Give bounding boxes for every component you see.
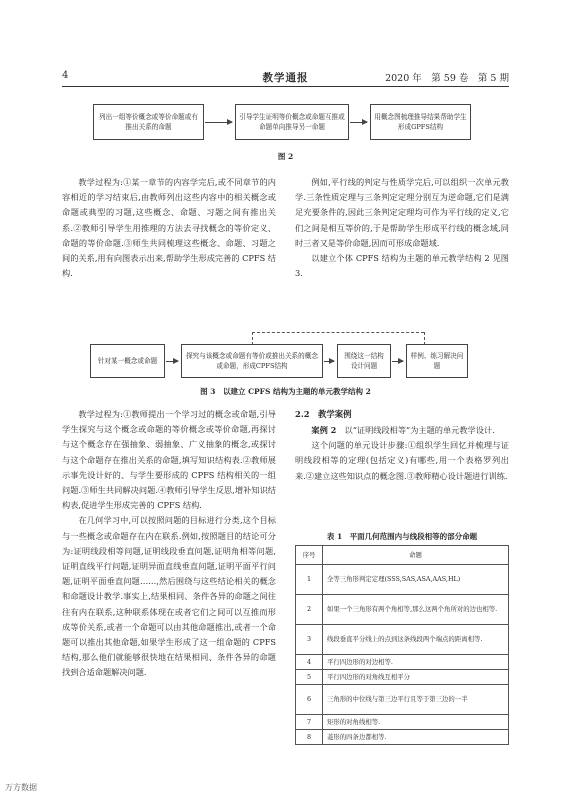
row-number: 2 xyxy=(296,595,323,625)
row-number: 1 xyxy=(296,565,323,595)
fig2-box-2: 引导学生证明等价概念或命题互推或命题单向推导另一命题 xyxy=(235,104,349,140)
row-text: 矩形的对角线相等. xyxy=(323,715,509,730)
figure-2-caption: 图 2 xyxy=(277,152,294,161)
row-number: 8 xyxy=(296,730,323,745)
table-row xyxy=(296,565,509,595)
fig3-arrow-1 xyxy=(166,361,178,362)
table-row xyxy=(296,685,509,715)
table-1 xyxy=(295,545,509,745)
row-number: 7 xyxy=(296,715,323,730)
case-text: 以“证明线段相等”为主题的单元教学设计. xyxy=(336,425,495,435)
right-column-text-1 xyxy=(295,175,509,281)
row-text: 三角形的中位线与第三边平行且等于第三边的一半 xyxy=(323,685,509,715)
row-text: 平行四边形的对角线互相平分 xyxy=(323,670,509,685)
row-number: 4 xyxy=(296,655,323,670)
fig2-arrow-2 xyxy=(350,122,367,123)
table-1-caption: 表 1 平面几何范围内与线段相等的部分命题 xyxy=(326,532,478,541)
row-text: 平行四边形的对边相等. xyxy=(323,655,509,670)
fig3-box-3: 围绕这一结构设计问题 xyxy=(337,344,391,378)
left-column-text-1 xyxy=(62,175,276,281)
footer-watermark: 万方数据 xyxy=(5,783,37,792)
paragraph: 教学过程为:①某一章节的内容学完后,或不同章节的内容相近的学习结束后,由教师列出这些内容中的相关概念或命题或典型的习题,这些概念、命题、习题之间有推出关系.②教师引导学生用推理的方法去寻找概念的等价定义、命题的等价命题.③师生共同梳理这些概念、命题、习题之间的关系,用有向图表示出来,帮助学生形成完善的 CPFS 结构. xyxy=(62,177,276,279)
fig2-box-3: 用概念图梳理推导结果帮助学生形成GPFS结构 xyxy=(370,104,471,140)
row-number: 6 xyxy=(296,685,323,715)
case-paragraph xyxy=(295,423,509,438)
fig3-feedback-line xyxy=(252,332,424,333)
paragraph: 在几何学习中,可以按照问题的目标进行分类,这个目标与一些概念或命题存在内在联系.例如,按照题目的结论可分为:证明线段相等问题,证明线段垂直问题,证明角相等问题,证明直线平行问题,证明异面直线垂直问题,证明平面平行问题,证明平面垂直问题……,然后围绕与这些结论相关的概念和命题设计教学.事实上,结果相同、条件各异的命题之间往往有内在联系,这种联系体现在或者它们之间可以互推而形成等价关系,或者一个命题可以由其他命题推出,或者一个命题可以推出其他命题,如果学生形成了这一组命题的 CPFS 结构,那么他们就能够很快地在结果相同、条件各异的命题找到合适命题解决问题. xyxy=(62,515,276,678)
header-rule xyxy=(62,86,509,87)
table-row xyxy=(296,595,509,625)
journal-title: 教学通报 xyxy=(262,72,309,84)
row-text: 全等三角形判定定理(SSS,SAS,ASA,AAS,HL) xyxy=(323,565,509,595)
page-header xyxy=(62,70,509,84)
table-row xyxy=(296,715,509,730)
fig3-arrow-3 xyxy=(392,361,403,362)
fig3-arrow-2 xyxy=(324,361,334,362)
row-text: 如果一个三角形有两个角相等,那么这两个角所对的边也相等. xyxy=(323,595,509,625)
fig3-box-4: 样例、练习解决问题 xyxy=(406,344,468,378)
fig3-box-1: 针对某一概念或命题 xyxy=(90,344,165,378)
header-cell: 命题 xyxy=(323,546,509,565)
right-column-text-2 xyxy=(295,423,509,484)
paragraph: 以建立个体 CPFS 结构为主题的单元教学结构 2 见图 3. xyxy=(295,253,509,279)
table-row xyxy=(296,625,509,655)
header-cell: 序号 xyxy=(296,546,323,565)
table-row xyxy=(296,670,509,685)
row-number: 5 xyxy=(296,670,323,685)
paragraph: 例如,平行线的判定与性质学完后,可以组织一次单元教学.三条性质定理与三条判定定理分别互为逆命题,它们是满足充要条件的,因此三条判定定理均可作为平行线的定义,它们之间是相互等价的,于是帮助学生形成平行线的概念域,同时三者又是等价命题,因而可形成命题域. xyxy=(295,177,509,248)
table-row xyxy=(296,655,509,670)
row-number: 3 xyxy=(296,625,323,655)
paragraph: 教学过程为:①教师提出一个学习过的概念或命题,引导学生探究与这个概念或命题的等价概念或等价命题,再探讨与这个概念存在强抽象、弱抽象、广义抽象的概念,或探讨与这个命题存在推出关系的命题,填写知识结构表.②教师展示事先设计好的、与学生要形成的 CPFS 结构相关的一组问题.③师生共同解决问题.④教师引导学生反思,增补知识结构表,促进学生形成完善的 CPFS 结构. xyxy=(62,409,276,511)
page-number: 4 xyxy=(62,70,69,81)
fig3-box-2: 探究与该概念或命题有等价或推出关系的概念或命题，形成CPFS结构 xyxy=(181,344,323,378)
issue-info: 2020 年 第 59 卷 第 5 期 xyxy=(385,73,509,84)
row-text: 菱形的四条边都相等. xyxy=(323,730,509,745)
row-text: 线段垂直平分线上的点到这条线段两个端点的距离相等. xyxy=(323,625,509,655)
fig2-box-1: 列出一组等价概念或等价命题或有推出关系的命题 xyxy=(93,104,204,140)
table-header-row xyxy=(296,546,509,565)
section-heading: 2.2 教学案例 xyxy=(295,409,352,419)
figure-3-caption: 图 3 以建立 CPFS 结构为主题的单元教学结构 2 xyxy=(200,387,371,396)
paragraph: 这个问题的单元设计步骤:①组织学生回忆并梳理与证明线段相等的定理(包括定义)有哪些,用一个表格罗列出来.②建立这些知识点的概念图.③教师精心设计题进行训练. xyxy=(295,440,509,481)
case-label: 案例 2 xyxy=(311,425,337,435)
fig2-arrow-1 xyxy=(205,122,232,123)
left-column-text-2 xyxy=(62,407,276,681)
table-row xyxy=(296,730,509,745)
